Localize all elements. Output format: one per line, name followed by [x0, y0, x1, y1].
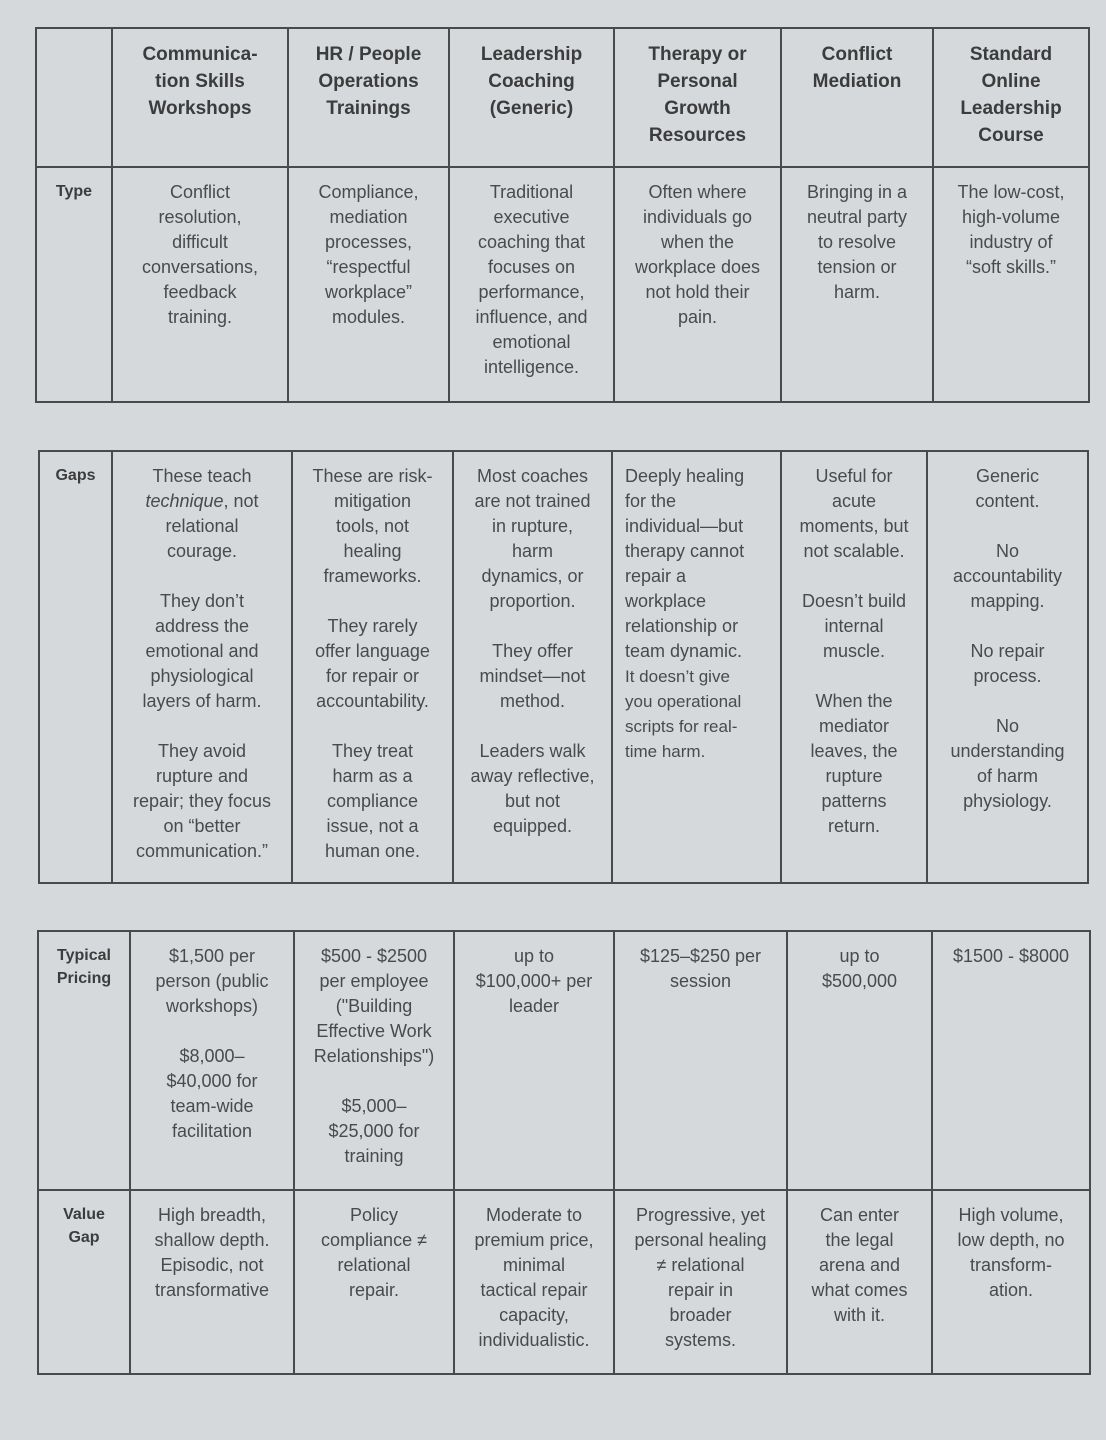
table-cell: Conflict resolution, difficult conversations, feedback training.: [112, 167, 288, 402]
table-cell: $1,500 per person (public workshops) $8,000– $40,000 for team-wide facilitation: [130, 931, 294, 1190]
type-table: [35, 27, 1090, 403]
table-cell: Compliance, mediation processes, “respectful workplace” modules.: [288, 167, 449, 402]
header-cell: Conflict Mediation: [781, 28, 933, 167]
table-cell: Generic content. No accountability mapping. No repair process. No understanding of harm physiology.: [927, 451, 1088, 883]
cell-text: These teach: [152, 466, 252, 486]
table-cell: up to $100,000+ per leader: [454, 931, 614, 1190]
corner-cell: [36, 28, 112, 167]
table-cell: Policy compliance ≠ relational repair.: [294, 1190, 454, 1374]
table-cell: [612, 451, 781, 883]
table-cell: Often where individuals go when the workplace does not hold their pain.: [614, 167, 781, 402]
row-label: Typical Pricing: [38, 931, 130, 1190]
pricing-row: [38, 931, 1090, 1190]
table-cell: High breadth, shallow depth. Episodic, not transformative: [130, 1190, 294, 1374]
header-cell: Standard Online Leadership Course: [933, 28, 1089, 167]
pricing-table: [37, 930, 1091, 1375]
table-cell: Bringing in a neutral party to resolve tension or harm.: [781, 167, 933, 402]
table-cell: The low-cost, high-volume industry of “soft skills.”: [933, 167, 1089, 402]
gaps-row: [39, 451, 1088, 883]
table-cell: [112, 451, 292, 883]
table-cell: Traditional executive coaching that focuses on performance, influence, and emotional intelligence.: [449, 167, 614, 402]
table-cell: $1500 - $8000: [932, 931, 1090, 1190]
header-cell: Communica- tion Skills Workshops: [112, 28, 288, 167]
header-cell: Therapy or Personal Growth Resources: [614, 28, 781, 167]
cell-text: It doesn’t give you operational scripts for real- time harm.: [625, 667, 742, 761]
type-row: [36, 167, 1089, 402]
table-cell: Can enter the legal arena and what comes with it.: [787, 1190, 932, 1374]
row-label: Gaps: [39, 451, 112, 883]
header-cell: Leadership Coaching (Generic): [449, 28, 614, 167]
table-cell: $125–$250 per session: [614, 931, 787, 1190]
header-row: [36, 28, 1089, 167]
row-label: Value Gap: [38, 1190, 130, 1374]
table-cell: up to $500,000: [787, 931, 932, 1190]
gaps-table: [38, 450, 1089, 884]
value-gap-row: [38, 1190, 1090, 1374]
emphasis-text: technique: [145, 491, 224, 511]
cell-text: Deeply healing for the individual—but therapy cannot repair a workplace relationship or team dynamic.: [625, 466, 745, 661]
table-cell: High volume, low depth, no transform- ation.: [932, 1190, 1090, 1374]
table-cell: $500 - $2500 per employee ("Building Effective Work Relationships") $5,000– $25,000 for training: [294, 931, 454, 1190]
row-label: Type: [36, 167, 112, 402]
table-cell: Useful for acute moments, but not scalable. Doesn’t build internal muscle. When the mediator leaves, the rupture patterns return.: [781, 451, 927, 883]
table-cell: Progressive, yet personal healing ≠ relational repair in broader systems.: [614, 1190, 787, 1374]
table-cell: Moderate to premium price, minimal tactical repair capacity, individualistic.: [454, 1190, 614, 1374]
cell-text: , not relational courage. They don’t address the emotional and physiological layers of harm. They avoid rupture and repair; they focus on “better communication.”: [132, 491, 272, 861]
table-cell: Most coaches are not trained in rupture, harm dynamics, or proportion. They offer mindset—not method. Leaders walk away reflective, but not equipped.: [453, 451, 612, 883]
header-cell: HR / People Operations Trainings: [288, 28, 449, 167]
table-cell: These are risk- mitigation tools, not healing frameworks. They rarely offer language for repair or accountability. They treat harm as a compliance issue, not a human one.: [292, 451, 453, 883]
